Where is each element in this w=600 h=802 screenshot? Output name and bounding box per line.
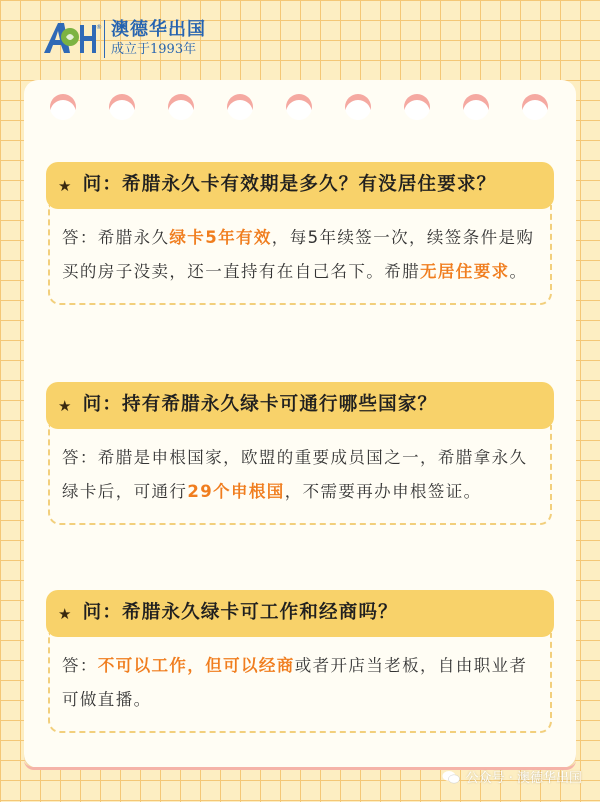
qa-block-validity xyxy=(46,162,554,305)
brand-header xyxy=(40,16,206,62)
answer-text: ，每5年续签一次，续签条件是购买的房子没卖，还一直持有在自己名下。希腊 xyxy=(62,228,535,281)
notebook-card xyxy=(24,80,576,768)
star-icon: ★ xyxy=(58,177,73,195)
brand-text xyxy=(111,19,206,59)
answer-text: 答：希腊是申根国家，欧盟的重要成员国之一，希腊拿永久绿卡后，可通行 xyxy=(62,448,528,501)
binder-holes xyxy=(24,94,576,120)
binder-hole xyxy=(463,94,489,120)
binder-hole xyxy=(109,94,135,120)
question-text: 问：希腊永久绿卡可工作和经商吗？ xyxy=(82,602,398,623)
binder-hole xyxy=(286,94,312,120)
answer-text: 。 xyxy=(509,262,528,281)
wechat-footer xyxy=(442,767,582,786)
question-bar xyxy=(46,162,554,209)
binder-hole xyxy=(168,94,194,120)
answer-box xyxy=(48,633,552,733)
qa-block-schengen xyxy=(46,382,554,525)
brand-tagline: 成立于1993年 xyxy=(111,42,197,57)
question-text: 问：希腊永久卡有效期是多久？有没居住要求？ xyxy=(82,174,497,195)
binder-hole xyxy=(522,94,548,120)
answer-highlight: 无居住要求 xyxy=(420,262,510,281)
answer-highlight: 绿卡5年有效 xyxy=(169,228,272,247)
star-icon: ★ xyxy=(58,605,73,623)
logo-divider xyxy=(104,20,105,58)
binder-hole xyxy=(50,94,76,120)
answer-highlight: 29个申根国 xyxy=(187,482,285,501)
answer-text: 或者开店当老板，自由职业者可做直播。 xyxy=(62,656,528,709)
question-bar xyxy=(46,382,554,429)
brand-name: 澳德华出国 xyxy=(111,19,206,40)
binder-hole xyxy=(404,94,430,120)
footer-text: 公众号 · 澳德华出国 xyxy=(465,771,582,786)
question-bar xyxy=(46,590,554,637)
question-text: 问：持有希腊永久绿卡可通行哪些国家？ xyxy=(82,394,438,415)
binder-hole xyxy=(345,94,371,120)
answer-box xyxy=(48,425,552,525)
answer-box xyxy=(48,205,552,305)
binder-hole xyxy=(227,94,253,120)
adh-logo xyxy=(40,19,100,59)
svg-text:®: ® xyxy=(96,24,102,31)
star-icon: ★ xyxy=(58,397,73,415)
qa-block-work xyxy=(46,590,554,733)
wechat-icon xyxy=(442,770,460,784)
answer-text: ，不需要再办申根签证。 xyxy=(284,482,482,501)
answer-text: 答： xyxy=(62,656,98,675)
answer-highlight: 不可以工作，但可以经商 xyxy=(97,656,295,675)
answer-text: 答：希腊永久 xyxy=(62,228,170,247)
